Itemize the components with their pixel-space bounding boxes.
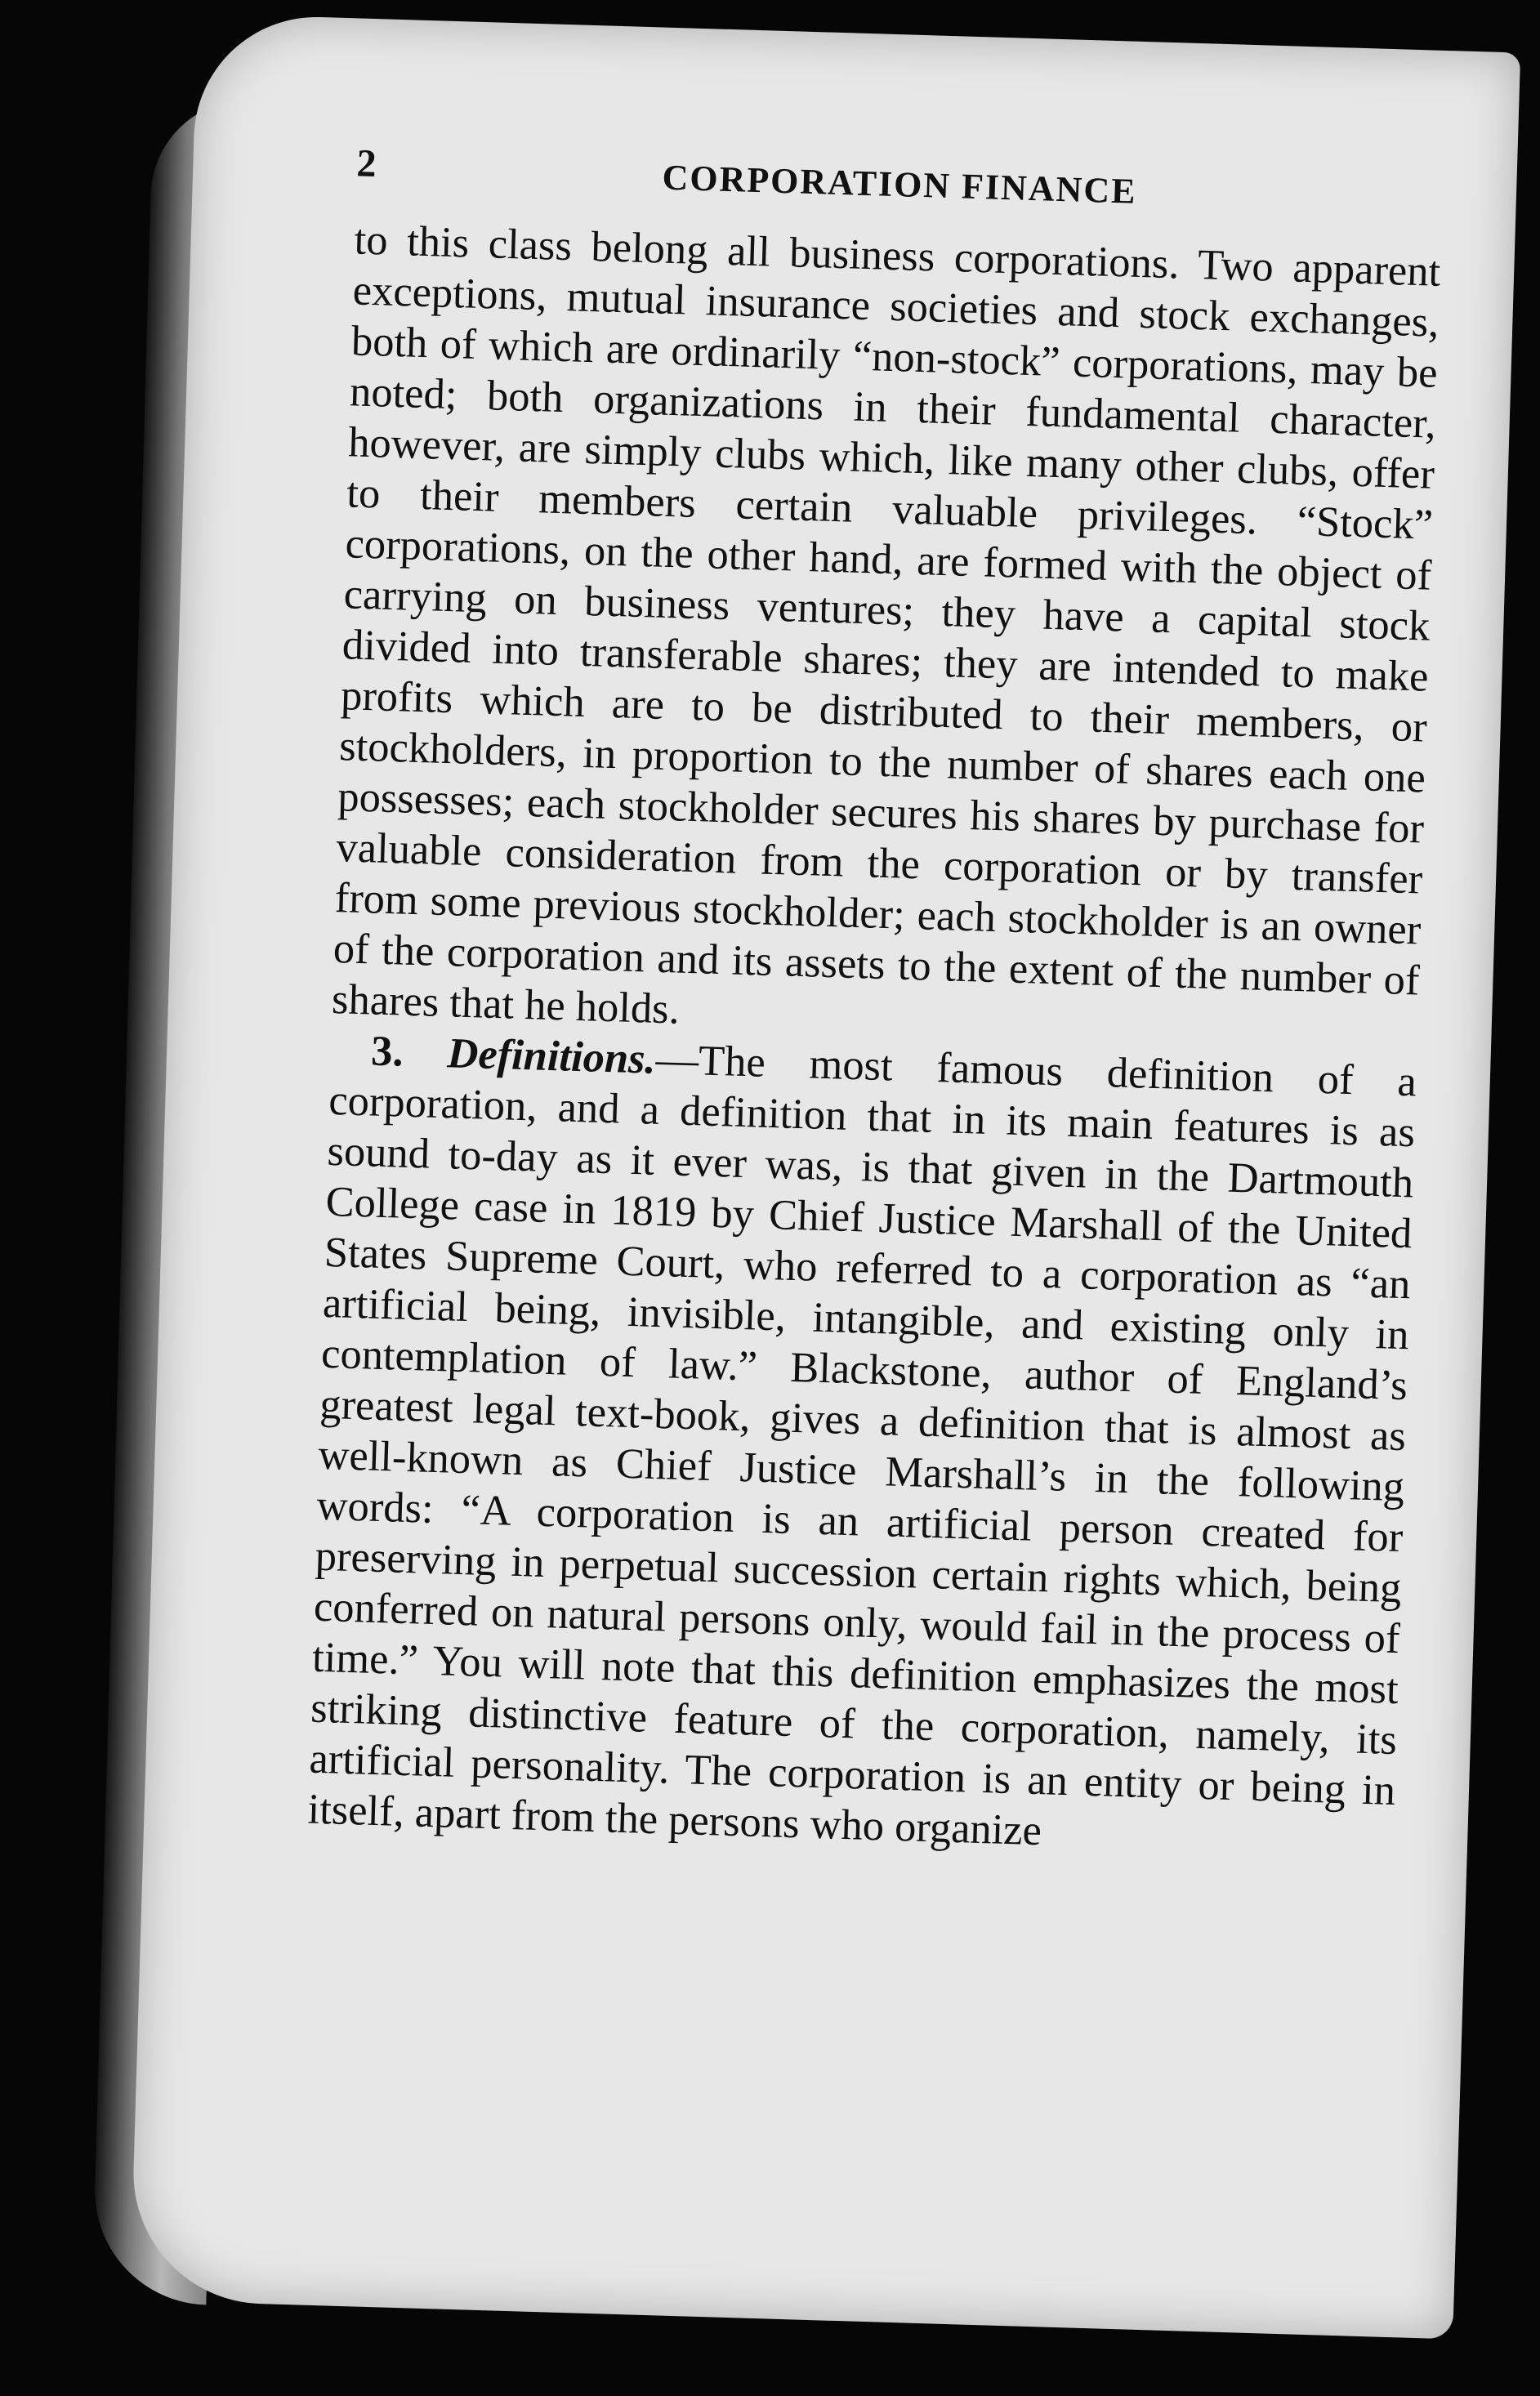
section-heading: Definitions.	[446, 1029, 657, 1083]
paragraph-continuation: to this class belong all business corporations. Two apparent exceptions, mutual insurance societies and stock exchanges, both of which are ordinarily “non-stock” corporations, may be noted; both organizations in their fundamental character, however, are simply clubs which, like many other clubs, offer to their members certain valuable privileges. “Stock” corporations, on the other hand, are formed with the object of carrying on business ventures; they have a capital stock divided into transferable shares; they are intended to make profits which are to be distributed to their members, or stockholders, in proportion to the number of shares each one possesses; each stockholder secures his shares by purchase for valuable consideration from the corporation or by transfer from some previous stockholder; each stockholder is an owner of the corporation and its assets to the extent of the number of shares that he holds.	[331, 216, 1442, 1033]
page-number: 2	[355, 141, 377, 186]
body-text	[307, 214, 1441, 1867]
section-number: 3.	[370, 1027, 404, 1076]
page-content	[307, 141, 1444, 1867]
running-title: CORPORATION FINANCE	[661, 157, 1138, 212]
paragraph-definitions	[307, 1024, 1417, 1867]
paragraph-text: —The most famous definition of a corporation, and a definition that in its main features is as sound to-day as it ever was, is that given in the Dartmouth College case in 1819 by Chief Justice Marshall of the United States Supreme Court, who referred to a corporation as “an artificial being, invisible, intangible, and existing only in contemplation of law.” Blackstone, author of England’s greatest legal text-book, gives a definition that is almost as well-known as Chief Justice Marshall’s in the following words: “A corporation is an artificial person created for preserving in perpetual succession certain rights which, being conferred on natural persons only, would fail in the process of time.” You will note that this definition emphasizes the most striking distinctive feature of the corporation, namely, its artificial personality. The corporation is an entity or being in itself, apart from the persons who organize	[306, 1035, 1417, 1855]
book-page	[130, 14, 1520, 2340]
